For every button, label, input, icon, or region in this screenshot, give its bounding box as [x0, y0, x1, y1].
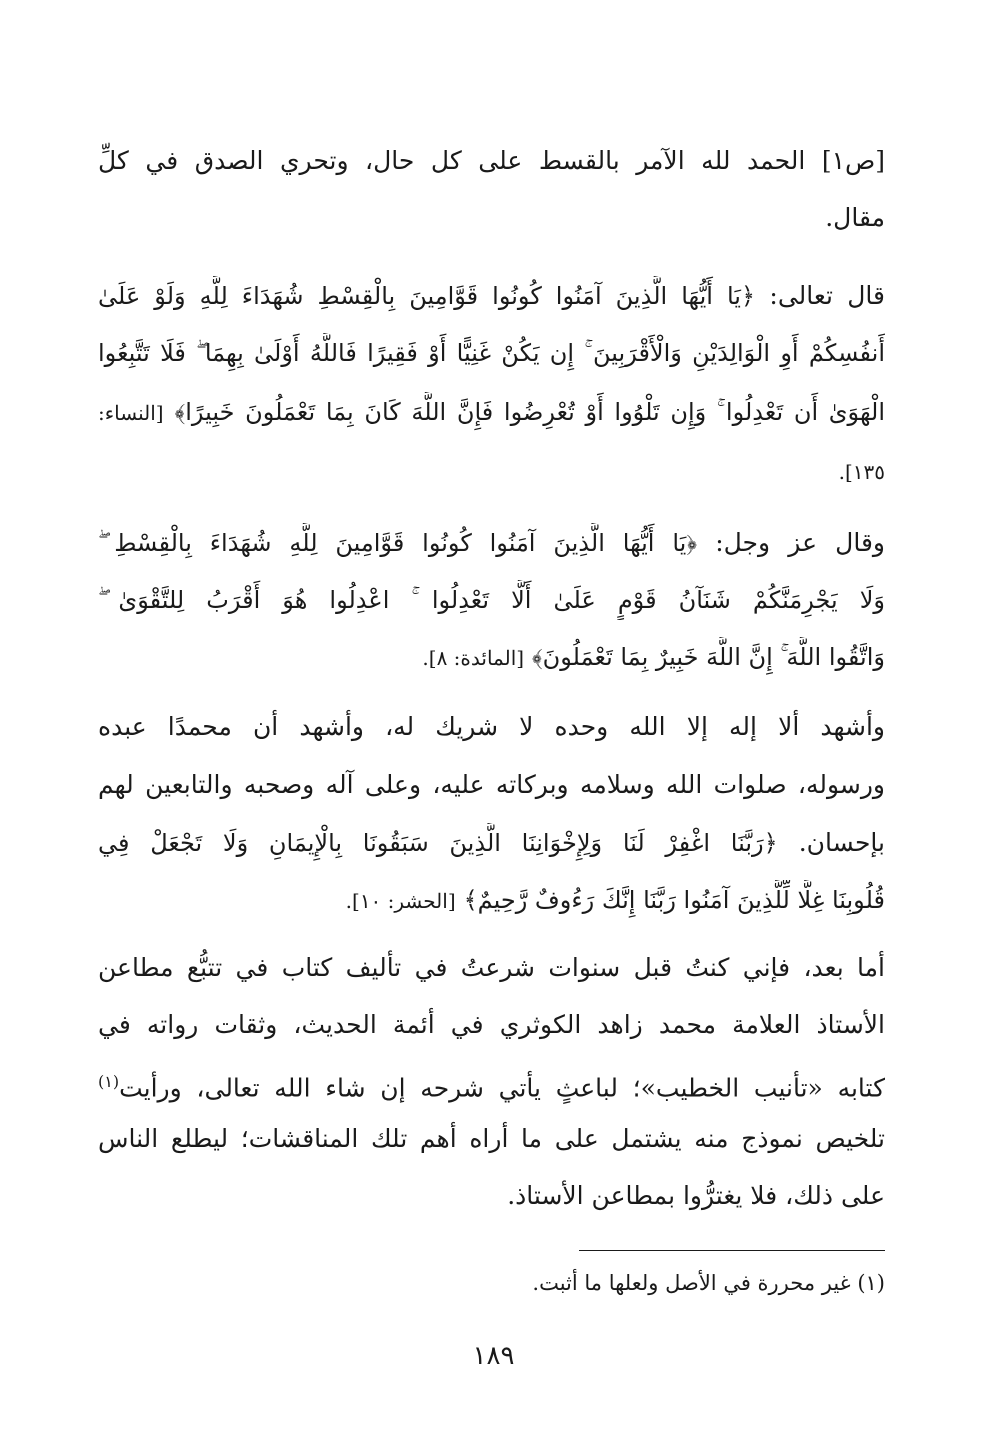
verse1-lead: قال تعالى:	[769, 281, 885, 310]
body-line-1: أما بعد، فإني كنتُ قبل سنوات شرعتُ في تأليف كتاب في تتبُّع مطاعن	[98, 953, 885, 982]
quran-verse-text: الْهَوَىٰ أَن تَعْدِلُوا ۚ وَإِن تَلْوُوا أَوْ تُعْرِضُوا فَإِنَّ اللَّهَ كَانَ بِمَا تَعْمَلُونَ خَبِيرًا﴾	[174, 398, 885, 426]
verse1-reference-end: ١٣٥].	[838, 460, 885, 484]
body-line-2: الأستاذ العلامة محمد زاهد الكوثري في أئمة الحديث، وثقات رواته في	[98, 1010, 885, 1039]
footnote-text: (١) غير محررة في الأصل ولعلها ما أثبت.	[532, 1271, 885, 1295]
body-line-5: على ذلك، فلا يغترُّوا بمطاعن الأستاذ.	[507, 1181, 885, 1210]
quran-verse-text: ﴿رَبَّنَا اغْفِرْ لَنَا وَلِإِخْوَانِنَا الَّذِينَ سَبَقُونَا بِالْإِيمَانِ وَلَا تَجْعَلْ فِي	[98, 829, 778, 857]
quran-verse-text: وَاتَّقُوا اللَّهَ ۚ إِنَّ اللَّهَ خَبِيرٌ بِمَا تَعْمَلُونَ﴾	[532, 643, 885, 671]
verse2-line-2: وَلَا يَجْرِمَنَّكُمْ شَنَآنُ قَوْمٍ عَلَىٰ أَلَّا تَعْدِلُوا ۚ اعْدِلُوا هُوَ أَقْرَبُ لِلتَّقْوَىٰ ۖ	[98, 586, 885, 614]
shahada-line-2: ورسوله، صلوات الله وسلامه وبركاته عليه، وعلى آله وصحبه والتابعين لهم	[98, 770, 885, 799]
body-line-4: تلخيص نموذج منه يشتمل على ما أراه أهم تلك المناقشات؛ ليطلع الناس	[98, 1124, 885, 1153]
body-line-3	[98, 1062, 885, 1108]
verse2-lead: وقال عز وجل:	[715, 528, 885, 557]
shahada-text: بإحسان.	[798, 828, 885, 857]
intro-line-2: مقال.	[825, 203, 885, 232]
intro-line-1: [ص١] الحمد لله الآمر بالقسط على كل حال، وتحري الصدق في كلِّ	[98, 146, 885, 175]
verse-reference: [النساء:	[98, 401, 164, 425]
shahada-line-1: وأشهد ألا إله إلا الله وحده لا شريك له، وأشهد أن محمدًا عبده	[98, 712, 885, 741]
page-number: ١٨٩	[472, 1341, 515, 1371]
quran-verse-text: ﴿يَا أَيُّهَا الَّذِينَ آمَنُوا كُونُوا قَوَّامِينَ لِلَّهِ شُهَدَاءَ بِالْقِسْطِ ۖ	[98, 529, 697, 557]
footnote-divider	[579, 1250, 885, 1251]
verse2-line-3	[98, 637, 885, 678]
verse-reference: [المائدة: ٨].	[422, 646, 525, 670]
verse1-line-2: أَنفُسِكُمْ أَوِ الْوَالِدَيْنِ وَالْأَقْرَبِينَ ۚ إِن يَكُنْ غَنِيًّا أَوْ فَقِيرًا فَاللَّهُ أَوْلَىٰ بِهِمَا ۖ فَلَا تَتَّبِعُوا	[98, 339, 885, 367]
verse-reference: [الحشر: ١٠].	[345, 889, 456, 913]
quran-verse-text: ﴿يَا أَيُّهَا الَّذِينَ آمَنُوا كُونُوا قَوَّامِينَ بِالْقِسْطِ شُهَدَاءَ لِلَّهِ وَلَوْ عَلَىٰ	[98, 282, 756, 310]
footnote-marker: (١)	[98, 1072, 120, 1091]
shahada-line-4	[98, 880, 885, 921]
body-text: كتابه «تأنيب الخطيب»؛ لباعثٍ يأتي شرحه إن شاء الله تعالى، ورأيت	[119, 1073, 885, 1103]
verse1-line-1	[98, 276, 885, 316]
quran-verse-text: قُلُوبِنَا غِلًّا لِّلَّذِينَ آمَنُوا رَبَّنَا إِنَّكَ رَءُوفٌ رَّحِيمٌ﴾	[463, 886, 885, 914]
verse2-line-1	[98, 523, 885, 563]
shahada-line-3	[98, 823, 885, 863]
verse1-line-3	[98, 392, 885, 433]
